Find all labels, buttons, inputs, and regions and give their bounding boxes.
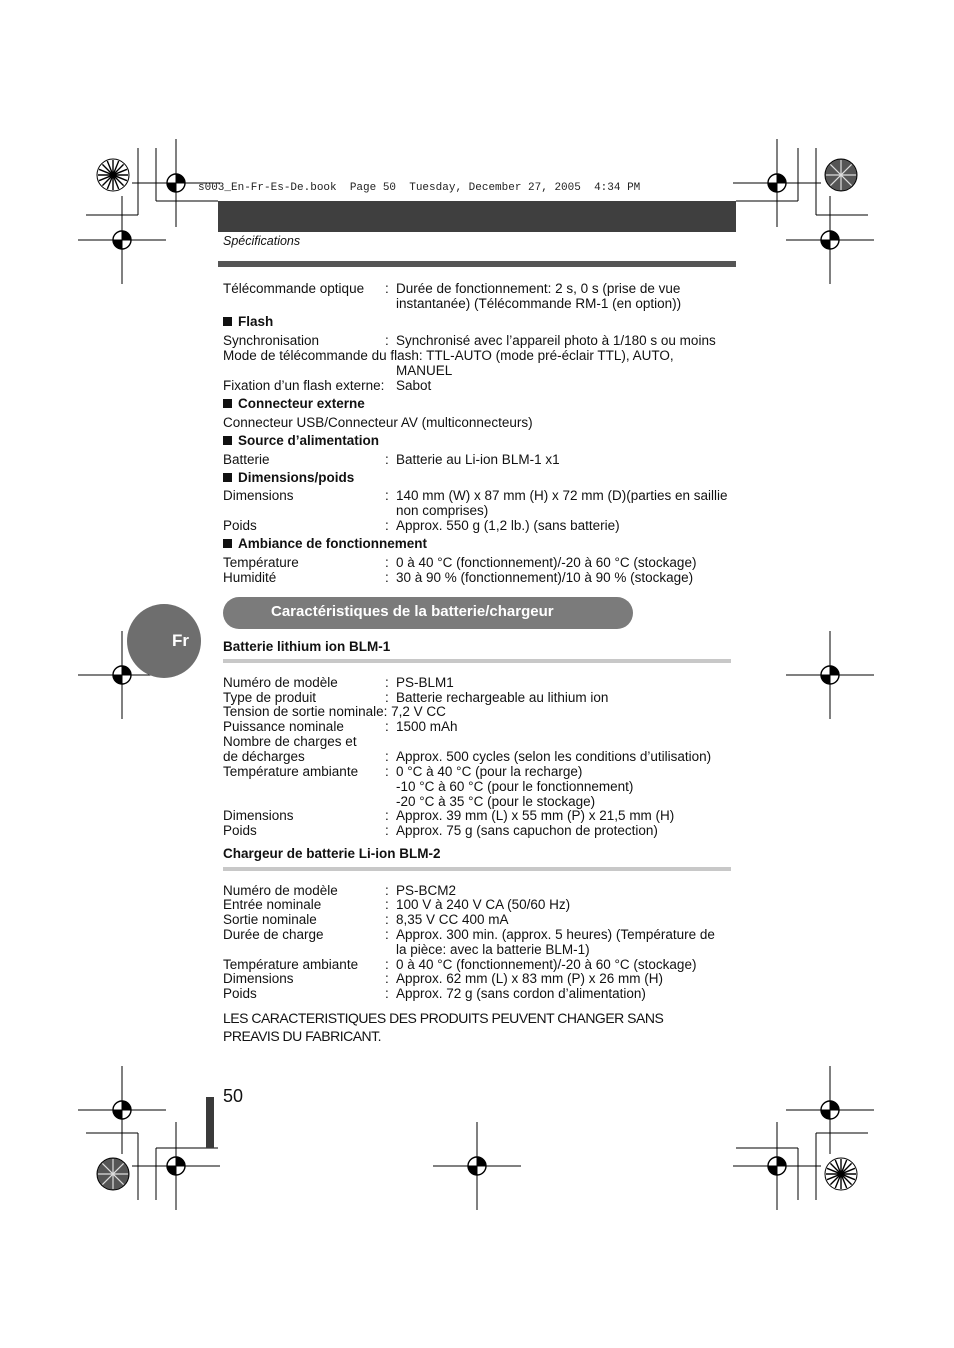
spec-key: Dimensions	[223, 971, 294, 986]
spec-colon: :	[385, 281, 389, 296]
spec-value: 8,35 V CC 400 mA	[396, 912, 509, 927]
spec-value: Synchronisé avec l’appareil photo à 1/180 s ou moins	[396, 333, 716, 348]
spec-value: Approx. 300 min. (approx. 5 heures) (Température de	[396, 927, 715, 942]
square-bullet-icon	[223, 399, 232, 408]
spec-key: Batterie	[223, 452, 270, 467]
spec-colon: :	[385, 912, 389, 927]
spec-colon: :	[385, 897, 389, 912]
square-bullet-icon	[223, 317, 232, 326]
spec-key: Télécommande optique	[223, 281, 365, 296]
spec-key: Dimensions	[223, 488, 294, 503]
spec-key: Température ambiante	[223, 957, 359, 972]
spec-value: -20 °C à 35 °C (pour le stockage)	[396, 794, 596, 809]
source-heading: Source d’alimentation	[223, 433, 379, 448]
spec-key: Température ambiante	[223, 764, 359, 779]
spec-key: Température	[223, 555, 299, 570]
spec-colon: :	[385, 808, 389, 823]
spec-colon: :	[385, 927, 389, 942]
spec-value: Approx. 75 g (sans capuchon de protection)	[396, 823, 658, 838]
charger-title: Chargeur de batterie Li-ion BLM-2	[223, 846, 441, 861]
spec-colon: :	[385, 971, 389, 986]
header-rule	[218, 261, 736, 267]
battery-section-title: Caractéristiques de la batterie/chargeur	[223, 597, 633, 629]
language-tab: Fr	[127, 604, 201, 678]
spec-value: instantanée) (Télécommande RM-1 (en option))	[396, 296, 682, 311]
disclaimer-line: PREAVIS DU FABRICANT.	[223, 1028, 382, 1044]
square-bullet-icon	[223, 539, 232, 548]
spec-value: la pièce: avec la batterie BLM-1)	[396, 942, 590, 957]
spec-key: Synchronisation	[223, 333, 320, 348]
spec-value: Batterie rechargeable au lithium ion	[396, 690, 609, 705]
battery-title-rule	[223, 659, 731, 663]
spec-key: Type de produit	[223, 690, 317, 705]
spec-colon: :	[385, 488, 389, 503]
spec-colon: :	[385, 986, 389, 1001]
spec-colon: :	[385, 957, 389, 972]
spec-colon: :	[385, 690, 389, 705]
spec-value: Approx. 500 cycles (selon les conditions d’utilisation)	[396, 749, 712, 764]
spec-value: 0 à 40 °C (fonctionnement)/-20 à 60 °C (stockage)	[396, 555, 697, 570]
spec-value: 0 °C à 40 °C (pour la recharge)	[396, 764, 583, 779]
spec-colon: :	[385, 518, 389, 533]
spec-key: Humidité	[223, 570, 277, 585]
disclaimer-notice	[223, 1009, 663, 1045]
connecteur-heading: Connecteur externe	[223, 396, 365, 411]
spec-value: non comprises)	[396, 503, 489, 518]
spec-value: Approx. 550 g (1,2 lb.) (sans batterie)	[396, 518, 620, 533]
spec-colon: :	[385, 570, 389, 585]
spec-key: Puissance nominale	[223, 719, 344, 734]
spec-key: Nombre de charges et	[223, 734, 357, 749]
spec-key: Fixation d’un flash externe:	[223, 378, 385, 393]
spec-value: Approx. 39 mm (L) x 55 mm (P) x 21,5 mm (H)	[396, 808, 675, 823]
disclaimer-line: LES CARACTERISTIQUES DES PRODUITS PEUVENT CHANGER SANS	[223, 1010, 664, 1026]
spec-text: Mode de télécommande du flash: TTL-AUTO (mode pré-éclair TTL), AUTO,	[223, 348, 674, 363]
spec-key: Numéro de modèle	[223, 883, 338, 898]
spec-colon: :	[385, 749, 389, 764]
spec-colon: :	[385, 675, 389, 690]
flash-heading: Flash	[223, 314, 273, 329]
spec-colon: :	[385, 555, 389, 570]
spec-colon: :	[385, 764, 389, 779]
spec-value: 140 mm (W) x 87 mm (H) x 72 mm (D)(parties en saillie	[396, 488, 728, 503]
spec-value: 1500 mAh	[396, 719, 458, 734]
spec-key: Poids	[223, 986, 257, 1001]
spec-key: Entrée nominale	[223, 897, 322, 912]
spec-key: Sortie nominale	[223, 912, 317, 927]
spec-value: 100 V à 240 V CA (50/60 Hz)	[396, 897, 571, 912]
book-file-header: s003_En-Fr-Es-De.book Page 50 Tuesday, December 27, 2005 4:34 PM	[198, 182, 641, 194]
square-bullet-icon	[223, 436, 232, 445]
spec-key: Poids	[223, 518, 257, 533]
spec-value: 30 à 90 % (fonctionnement)/10 à 90 % (stockage)	[396, 570, 694, 585]
page-number-bar	[206, 1097, 214, 1148]
section-label: Spécifications	[223, 234, 301, 248]
spec-value: PS-BLM1	[396, 675, 454, 690]
square-bullet-icon	[223, 473, 232, 482]
spec-value: Durée de fonctionnement: 2 s, 0 s (prise de vue	[396, 281, 681, 296]
spec-colon: :	[385, 333, 389, 348]
spec-key: Durée de charge	[223, 927, 324, 942]
spec-colon: :	[385, 823, 389, 838]
spec-value: Batterie au Li-ion BLM-1 x1	[396, 452, 560, 467]
dimensions-heading: Dimensions/poids	[223, 470, 354, 485]
battery-title: Batterie lithium ion BLM-1	[223, 639, 391, 654]
spec-value: Approx. 72 g (sans cordon d’alimentation)	[396, 986, 646, 1001]
spec-key: Poids	[223, 823, 257, 838]
spec-text: Tension de sortie nominale: 7,2 V CC	[223, 704, 446, 719]
ambiance-heading: Ambiance de fonctionnement	[223, 536, 427, 551]
spec-colon: :	[385, 883, 389, 898]
spec-value: 0 à 40 °C (fonctionnement)/-20 à 60 °C (stockage)	[396, 957, 697, 972]
spec-key: Dimensions	[223, 808, 294, 823]
spec-value: MANUEL	[396, 363, 453, 378]
charger-title-rule	[223, 867, 731, 871]
spec-text: Connecteur USB/Connecteur AV (multiconnecteurs)	[223, 415, 533, 430]
spec-key: Numéro de modèle	[223, 675, 338, 690]
spec-value: -10 °C à 60 °C (pour le fonctionnement)	[396, 779, 634, 794]
spec-value: PS-BCM2	[396, 883, 457, 898]
header-bar	[218, 201, 736, 232]
spec-value: Approx. 62 mm (L) x 83 mm (P) x 26 mm (H)	[396, 971, 664, 986]
spec-colon: :	[385, 719, 389, 734]
spec-colon: :	[385, 452, 389, 467]
spec-value: Sabot	[396, 378, 432, 393]
spec-key: de décharges	[223, 749, 305, 764]
page-number: 50	[223, 1086, 244, 1106]
